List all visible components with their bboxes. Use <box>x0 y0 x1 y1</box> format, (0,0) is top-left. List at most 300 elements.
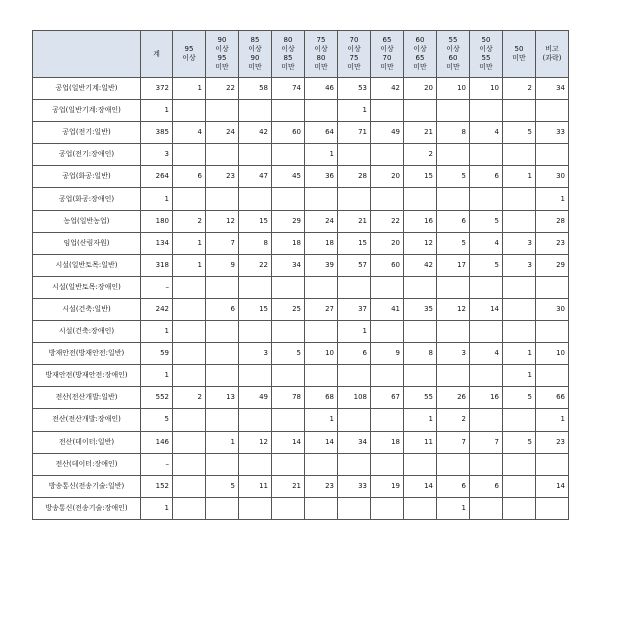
row-label: 공업(일반기계:일반) <box>33 78 141 100</box>
count-cell <box>503 453 536 475</box>
count-cell <box>437 453 470 475</box>
row-label: 시설(일반토목:일반) <box>33 254 141 276</box>
count-cell: 19 <box>371 475 404 497</box>
header-score-range: 50 미만 <box>503 31 536 78</box>
count-cell <box>470 497 503 519</box>
count-cell <box>173 100 206 122</box>
count-cell: 5 <box>272 343 305 365</box>
table-row <box>33 453 569 475</box>
count-cell <box>371 276 404 298</box>
row-total-cell: 5 <box>141 409 173 431</box>
row-total-cell: 372 <box>141 78 173 100</box>
count-cell <box>173 365 206 387</box>
count-cell: 9 <box>371 343 404 365</box>
count-cell: 10 <box>437 78 470 100</box>
count-cell <box>206 409 239 431</box>
row-total-cell: 264 <box>141 166 173 188</box>
count-cell <box>503 100 536 122</box>
count-cell <box>536 365 569 387</box>
count-cell <box>272 100 305 122</box>
count-cell: 1 <box>503 365 536 387</box>
count-cell: 24 <box>305 210 338 232</box>
count-cell <box>338 409 371 431</box>
count-cell <box>437 276 470 298</box>
count-cell: 49 <box>239 387 272 409</box>
count-cell: 25 <box>272 298 305 320</box>
count-cell: 23 <box>536 431 569 453</box>
table-row <box>33 122 569 144</box>
count-cell: 20 <box>404 78 437 100</box>
count-cell <box>536 144 569 166</box>
count-cell <box>173 475 206 497</box>
count-cell: 9 <box>206 254 239 276</box>
row-label: 공업(화공:장애인) <box>33 188 141 210</box>
table-row <box>33 166 569 188</box>
row-label: 전산(전산개발:장애인) <box>33 409 141 431</box>
count-cell: 33 <box>536 122 569 144</box>
row-label: 전산(전산개발:일반) <box>33 387 141 409</box>
count-cell: 20 <box>371 232 404 254</box>
count-cell <box>206 321 239 343</box>
count-cell: 4 <box>470 122 503 144</box>
count-cell: 30 <box>536 298 569 320</box>
count-cell: 42 <box>404 254 437 276</box>
row-total-cell: – <box>141 276 173 298</box>
header-score-range: 90 이상 95 미만 <box>206 31 239 78</box>
count-cell: 22 <box>206 78 239 100</box>
count-cell: 4 <box>470 232 503 254</box>
count-cell: 22 <box>239 254 272 276</box>
count-cell: 35 <box>404 298 437 320</box>
count-cell <box>404 276 437 298</box>
count-cell: 3 <box>503 232 536 254</box>
count-cell <box>437 188 470 210</box>
count-cell: 5 <box>206 475 239 497</box>
count-cell <box>503 321 536 343</box>
count-cell: 1 <box>437 497 470 519</box>
count-cell <box>305 321 338 343</box>
header-total: 계 <box>141 31 173 78</box>
header-corner-cell <box>33 31 141 78</box>
row-label: 공업(일반기계:장애인) <box>33 100 141 122</box>
row-total-cell: 1 <box>141 497 173 519</box>
table-row <box>33 343 569 365</box>
count-cell: 14 <box>404 475 437 497</box>
count-cell: 27 <box>305 298 338 320</box>
count-cell: 36 <box>305 166 338 188</box>
count-cell: 1 <box>503 166 536 188</box>
count-cell <box>470 453 503 475</box>
table-row <box>33 232 569 254</box>
count-cell: 6 <box>173 166 206 188</box>
count-cell <box>371 100 404 122</box>
count-cell: 12 <box>437 298 470 320</box>
count-cell: 58 <box>239 78 272 100</box>
count-cell: 42 <box>371 78 404 100</box>
count-cell: 21 <box>272 475 305 497</box>
count-cell: 1 <box>305 409 338 431</box>
count-cell: 4 <box>470 343 503 365</box>
count-cell: 16 <box>470 387 503 409</box>
count-cell: 2 <box>173 210 206 232</box>
count-cell <box>536 276 569 298</box>
table-row <box>33 298 569 320</box>
count-cell <box>173 276 206 298</box>
count-cell <box>470 188 503 210</box>
count-cell: 12 <box>206 210 239 232</box>
count-cell <box>239 497 272 519</box>
count-cell <box>272 497 305 519</box>
count-cell: 11 <box>404 431 437 453</box>
count-cell <box>503 475 536 497</box>
count-cell <box>503 409 536 431</box>
count-cell: 21 <box>404 122 437 144</box>
count-cell <box>272 276 305 298</box>
count-cell <box>173 321 206 343</box>
count-cell: 10 <box>536 343 569 365</box>
count-cell <box>371 453 404 475</box>
table-row <box>33 254 569 276</box>
row-label: 시설(건축:일반) <box>33 298 141 320</box>
table-row <box>33 144 569 166</box>
table-row <box>33 409 569 431</box>
count-cell: 26 <box>437 387 470 409</box>
count-cell: 1 <box>173 232 206 254</box>
count-cell <box>206 343 239 365</box>
count-cell: 12 <box>404 232 437 254</box>
count-cell: 6 <box>437 210 470 232</box>
count-cell: 28 <box>536 210 569 232</box>
row-label: 방송통신(전송기술:장애인) <box>33 497 141 519</box>
count-cell <box>272 321 305 343</box>
row-total-cell: 1 <box>141 100 173 122</box>
count-cell: 6 <box>338 343 371 365</box>
count-cell: 71 <box>338 122 371 144</box>
count-cell <box>338 497 371 519</box>
row-total-cell: 1 <box>141 188 173 210</box>
count-cell <box>305 188 338 210</box>
count-cell: 47 <box>239 166 272 188</box>
header-row <box>33 31 569 78</box>
row-label: 시설(건축:장애인) <box>33 321 141 343</box>
count-cell: 13 <box>206 387 239 409</box>
count-cell <box>338 144 371 166</box>
row-label: 임업(산림자원) <box>33 232 141 254</box>
count-cell <box>404 365 437 387</box>
count-cell: 2 <box>437 409 470 431</box>
count-cell: 5 <box>437 232 470 254</box>
count-cell: 34 <box>338 431 371 453</box>
count-cell <box>371 144 404 166</box>
count-cell: 8 <box>404 343 437 365</box>
count-cell <box>239 409 272 431</box>
count-cell: 2 <box>173 387 206 409</box>
count-cell: 20 <box>371 166 404 188</box>
count-cell: 74 <box>272 78 305 100</box>
count-cell <box>470 365 503 387</box>
count-cell: 6 <box>206 298 239 320</box>
count-cell: 6 <box>470 475 503 497</box>
count-cell <box>173 188 206 210</box>
count-cell <box>536 321 569 343</box>
count-cell: 5 <box>503 387 536 409</box>
count-cell <box>206 100 239 122</box>
count-cell <box>536 100 569 122</box>
count-cell <box>437 321 470 343</box>
count-cell <box>470 321 503 343</box>
count-cell: 37 <box>338 298 371 320</box>
count-cell <box>305 497 338 519</box>
row-label: 방재안전(방재안전:장애인) <box>33 365 141 387</box>
row-total-cell: 152 <box>141 475 173 497</box>
header-score-range: 50 이상 55 미만 <box>470 31 503 78</box>
count-cell: 2 <box>404 144 437 166</box>
table-body <box>33 78 569 520</box>
count-cell <box>239 100 272 122</box>
count-cell: 57 <box>338 254 371 276</box>
count-cell: 41 <box>371 298 404 320</box>
count-cell: 1 <box>536 188 569 210</box>
count-cell: 6 <box>437 475 470 497</box>
count-cell: 15 <box>404 166 437 188</box>
count-cell <box>206 497 239 519</box>
count-cell <box>305 453 338 475</box>
count-cell: 64 <box>305 122 338 144</box>
count-cell: 8 <box>239 232 272 254</box>
row-total-cell: 1 <box>141 365 173 387</box>
count-cell <box>272 188 305 210</box>
count-cell <box>503 497 536 519</box>
count-cell <box>404 321 437 343</box>
table-row <box>33 387 569 409</box>
count-cell <box>272 144 305 166</box>
count-cell <box>272 365 305 387</box>
count-cell <box>404 188 437 210</box>
count-cell: 5 <box>437 166 470 188</box>
count-cell: 3 <box>239 343 272 365</box>
count-cell <box>437 144 470 166</box>
count-cell <box>536 453 569 475</box>
table-header <box>33 31 569 78</box>
count-cell: 1 <box>503 343 536 365</box>
count-cell: 1 <box>338 100 371 122</box>
count-cell <box>371 365 404 387</box>
count-cell: 5 <box>503 431 536 453</box>
table-row <box>33 497 569 519</box>
count-cell <box>437 100 470 122</box>
header-score-range: 65 이상 70 미만 <box>371 31 404 78</box>
count-cell: 15 <box>239 298 272 320</box>
count-cell: 14 <box>272 431 305 453</box>
table-row <box>33 100 569 122</box>
count-cell: 23 <box>305 475 338 497</box>
count-cell <box>371 497 404 519</box>
count-cell <box>305 100 338 122</box>
count-cell: 15 <box>338 232 371 254</box>
count-cell <box>536 497 569 519</box>
count-cell <box>239 188 272 210</box>
header-score-range: 95 이상 <box>173 31 206 78</box>
count-cell: 24 <box>206 122 239 144</box>
count-cell: 1 <box>536 409 569 431</box>
count-cell: 1 <box>404 409 437 431</box>
count-cell: 46 <box>305 78 338 100</box>
count-cell: 5 <box>470 254 503 276</box>
count-cell <box>503 298 536 320</box>
count-cell <box>470 276 503 298</box>
count-cell: 11 <box>239 475 272 497</box>
count-cell <box>404 497 437 519</box>
table-row <box>33 188 569 210</box>
count-cell <box>371 321 404 343</box>
count-cell: 78 <box>272 387 305 409</box>
header-score-range: 75 이상 80 미만 <box>305 31 338 78</box>
row-total-cell: 318 <box>141 254 173 276</box>
count-cell <box>206 453 239 475</box>
count-cell: 67 <box>371 387 404 409</box>
count-cell: 5 <box>503 122 536 144</box>
count-cell <box>239 321 272 343</box>
count-cell <box>338 276 371 298</box>
count-cell: 53 <box>338 78 371 100</box>
count-cell <box>206 365 239 387</box>
count-cell: 1 <box>206 431 239 453</box>
count-cell <box>437 365 470 387</box>
count-cell: 28 <box>338 166 371 188</box>
count-cell: 42 <box>239 122 272 144</box>
count-cell: 39 <box>305 254 338 276</box>
row-label: 방재안전(방재안전:일반) <box>33 343 141 365</box>
count-cell <box>404 100 437 122</box>
count-cell: 29 <box>272 210 305 232</box>
count-cell <box>239 144 272 166</box>
row-total-cell: 242 <box>141 298 173 320</box>
table-row <box>33 78 569 100</box>
count-cell <box>272 453 305 475</box>
table-row <box>33 431 569 453</box>
table-row <box>33 210 569 232</box>
count-cell: 14 <box>536 475 569 497</box>
count-cell: 66 <box>536 387 569 409</box>
row-label: 공업(화공:일반) <box>33 166 141 188</box>
row-total-cell: 3 <box>141 144 173 166</box>
count-cell <box>239 276 272 298</box>
count-cell: 6 <box>470 166 503 188</box>
count-cell: 34 <box>272 254 305 276</box>
count-cell: 45 <box>272 166 305 188</box>
row-label: 농업(일반농업) <box>33 210 141 232</box>
row-label: 공업(전기:장애인) <box>33 144 141 166</box>
count-cell: 49 <box>371 122 404 144</box>
count-cell: 8 <box>437 122 470 144</box>
count-cell: 16 <box>404 210 437 232</box>
count-cell: 14 <box>305 431 338 453</box>
row-total-cell: 59 <box>141 343 173 365</box>
count-cell: 18 <box>305 232 338 254</box>
header-score-range: 85 이상 90 미만 <box>239 31 272 78</box>
count-cell <box>470 100 503 122</box>
count-cell: 17 <box>437 254 470 276</box>
count-cell: 5 <box>470 210 503 232</box>
row-label: 전산(데이터:일반) <box>33 431 141 453</box>
row-total-cell: 180 <box>141 210 173 232</box>
count-cell: 22 <box>371 210 404 232</box>
count-cell: 1 <box>305 144 338 166</box>
count-cell: 15 <box>239 210 272 232</box>
count-cell: 1 <box>338 321 371 343</box>
count-cell: 23 <box>206 166 239 188</box>
row-total-cell: 552 <box>141 387 173 409</box>
count-cell: 33 <box>338 475 371 497</box>
count-cell <box>272 409 305 431</box>
count-cell: 1 <box>173 254 206 276</box>
count-cell <box>503 144 536 166</box>
count-cell: 1 <box>173 78 206 100</box>
count-cell: 10 <box>470 78 503 100</box>
count-cell: 34 <box>536 78 569 100</box>
count-cell: 55 <box>404 387 437 409</box>
count-cell <box>503 188 536 210</box>
count-cell <box>470 409 503 431</box>
count-cell <box>173 144 206 166</box>
header-score-range: 70 이상 75 미만 <box>338 31 371 78</box>
header-score-range: 55 이상 60 미만 <box>437 31 470 78</box>
count-cell: 18 <box>272 232 305 254</box>
count-cell: 7 <box>437 431 470 453</box>
row-label: 시설(일반토목:장애인) <box>33 276 141 298</box>
count-cell <box>173 453 206 475</box>
count-cell: 4 <box>173 122 206 144</box>
count-cell: 2 <box>503 78 536 100</box>
count-cell: 3 <box>503 254 536 276</box>
table-row <box>33 365 569 387</box>
table-row <box>33 475 569 497</box>
count-cell: 29 <box>536 254 569 276</box>
count-cell: 3 <box>437 343 470 365</box>
count-cell: 60 <box>371 254 404 276</box>
count-cell <box>404 453 437 475</box>
count-cell: 12 <box>239 431 272 453</box>
count-cell <box>305 276 338 298</box>
table-row <box>33 276 569 298</box>
count-cell: 14 <box>470 298 503 320</box>
count-cell: 21 <box>338 210 371 232</box>
row-label: 공업(전기:일반) <box>33 122 141 144</box>
count-cell: 18 <box>371 431 404 453</box>
count-cell: 30 <box>536 166 569 188</box>
count-cell <box>338 188 371 210</box>
count-cell <box>503 210 536 232</box>
count-cell <box>305 365 338 387</box>
header-score-range: 80 이상 85 미만 <box>272 31 305 78</box>
row-total-cell: – <box>141 453 173 475</box>
count-cell: 108 <box>338 387 371 409</box>
count-cell: 7 <box>470 431 503 453</box>
row-total-cell: 146 <box>141 431 173 453</box>
count-cell <box>338 365 371 387</box>
count-cell: 7 <box>206 232 239 254</box>
score-distribution-table <box>32 30 569 520</box>
table-row <box>33 321 569 343</box>
count-cell <box>173 298 206 320</box>
header-score-range: 60 이상 65 미만 <box>404 31 437 78</box>
count-cell: 23 <box>536 232 569 254</box>
count-cell <box>338 453 371 475</box>
count-cell: 68 <box>305 387 338 409</box>
header-score-range: 비고 (과락) <box>536 31 569 78</box>
row-label: 전산(데이터:장애인) <box>33 453 141 475</box>
count-cell <box>173 431 206 453</box>
